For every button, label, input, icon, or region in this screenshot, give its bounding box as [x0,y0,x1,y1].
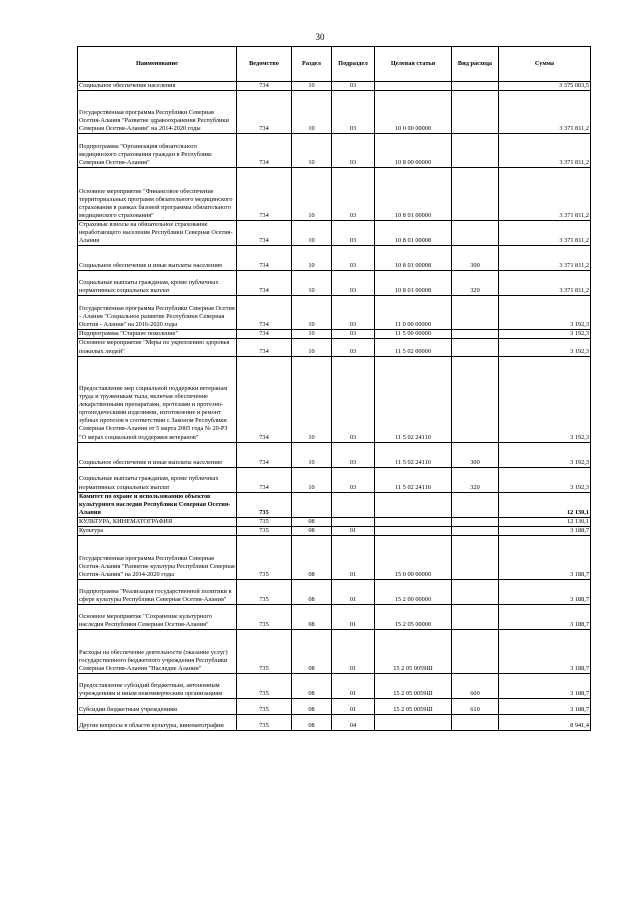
cell-section: 08 [292,517,332,526]
cell-subsection: 03 [332,467,375,492]
table-row [78,356,591,442]
cell-name: Государственная программа Республики Северная Осетия-Алания "Развитие здравоохранения Республики Северная Осетия-Алания" на 2014-2020 годы [78,91,237,134]
cell-name: Подпрограмма "Реализация государственной политики в сфере культуры Республики Северная Осетия-Алания" [78,580,237,605]
cell-amount: 3 371 811,2 [499,91,591,134]
cell-expense-type: 320 [452,467,499,492]
table-row [78,82,591,91]
cell-subsection: 03 [332,356,375,442]
cell-section: 08 [292,536,332,580]
cell-name: Государственная программа Республики Северная Осетия - Алания "Социальное развитие Республики Северная Осетия - Алания" на 2016-2020 годы [78,296,237,330]
table-row [78,536,591,580]
cell-name: Основное мероприятие "Финансовое обеспечение территориальных программ обязательного медицинского страхования в рамках базовой программы обязательного медицинского страхования" [78,168,237,221]
table-row [78,605,591,630]
cell-department: 734 [237,82,292,91]
cell-department: 734 [237,296,292,330]
cell-department: 735 [237,517,292,526]
cell-subsection: 03 [332,330,375,339]
header-target-article: Целевая статья [375,47,452,82]
cell-name: Основное мероприятие "Сохранение культурного наследия Республики Северная Осетия-Алания" [78,605,237,630]
cell-amount: 3 192,3 [499,339,591,356]
cell-amount: 3 188,7 [499,674,591,699]
table-row [78,246,591,271]
cell-subsection: 03 [332,442,375,467]
cell-target-article: 10 8 00 00000 [375,134,452,168]
header-department: Ведомство [237,47,292,82]
cell-department: 734 [237,330,292,339]
cell-expense-type [452,82,499,91]
cell-expense-type [452,492,499,517]
cell-name: Социальные выплаты гражданам, кроме публичных нормативных социальных выплат [78,271,237,296]
cell-subsection: 03 [332,134,375,168]
table-row [78,715,591,731]
cell-subsection: 03 [332,339,375,356]
cell-department: 735 [237,715,292,731]
cell-section: 08 [292,605,332,630]
cell-subsection: 01 [332,580,375,605]
table-row [78,580,591,605]
cell-department: 734 [237,467,292,492]
cell-target-article: 15 2 05 00000 [375,605,452,630]
cell-expense-type [452,168,499,221]
cell-amount: 12 130,1 [499,492,591,517]
cell-expense-type [452,605,499,630]
cell-expense-type [452,536,499,580]
cell-department: 734 [237,91,292,134]
cell-amount: 12 130,1 [499,517,591,526]
cell-target-article: 11 5 02 24110 [375,442,452,467]
cell-amount: 3 375 003,5 [499,82,591,91]
table-row [78,699,591,715]
cell-subsection: 01 [332,536,375,580]
cell-name: Социальное обеспечение и иные выплаты населению [78,246,237,271]
cell-target-article: 10 8 01 00000 [375,168,452,221]
cell-target-article: 10 8 01 00008 [375,246,452,271]
cell-department: 735 [237,699,292,715]
cell-subsection: 03 [332,91,375,134]
cell-target-article: 15 2 05 0059Ш [375,630,452,674]
cell-subsection: 03 [332,82,375,91]
cell-expense-type [452,296,499,330]
table-row [78,296,591,330]
cell-subsection: 01 [332,699,375,715]
cell-section: 10 [292,442,332,467]
cell-section: 08 [292,699,332,715]
cell-amount: 3 188,7 [499,605,591,630]
cell-department: 734 [237,168,292,221]
cell-amount: 3 192,3 [499,467,591,492]
cell-subsection: 03 [332,246,375,271]
header-amount: Сумма [499,47,591,82]
cell-expense-type [452,330,499,339]
cell-department: 735 [237,527,292,536]
table-row [78,630,591,674]
cell-subsection: 03 [332,296,375,330]
cell-expense-type [452,517,499,526]
cell-expense-type: 610 [452,699,499,715]
cell-amount: 3 371 811,2 [499,134,591,168]
cell-expense-type [452,527,499,536]
table-row [78,168,591,221]
cell-department: 734 [237,221,292,246]
cell-amount: 3 188,7 [499,536,591,580]
cell-subsection: 03 [332,221,375,246]
cell-name: Социальное обеспечение населения [78,82,237,91]
header-subsection: Подраздел [332,47,375,82]
cell-name: Основное мероприятие "Меры по укреплению здоровья пожилых людей" [78,339,237,356]
table-row [78,527,591,536]
cell-subsection [332,517,375,526]
cell-target-article [375,82,452,91]
cell-department: 735 [237,536,292,580]
cell-expense-type [452,134,499,168]
cell-target-article: 10 8 01 00008 [375,221,452,246]
cell-target-article [375,517,452,526]
cell-subsection: 01 [332,674,375,699]
table-row [78,91,591,134]
cell-target-article: 15 2 00 00000 [375,580,452,605]
cell-section: 10 [292,467,332,492]
cell-target-article: 11 0 00 00000 [375,296,452,330]
cell-expense-type [452,91,499,134]
table-row [78,517,591,526]
table-row [78,492,591,517]
cell-subsection: 01 [332,527,375,536]
cell-section: 10 [292,221,332,246]
cell-target-article [375,715,452,731]
cell-section: 10 [292,91,332,134]
cell-target-article: 11 5 02 24110 [375,467,452,492]
table-row [78,467,591,492]
cell-expense-type [452,221,499,246]
cell-department: 734 [237,356,292,442]
table-row [78,330,591,339]
table-row [78,134,591,168]
cell-amount: 3 192,3 [499,296,591,330]
cell-expense-type: 300 [452,246,499,271]
cell-subsection: 01 [332,605,375,630]
cell-name: Подпрограмма "Организация обязательного медицинского страхования граждан в Республике Северная Осетия-Алания" [78,134,237,168]
cell-expense-type [452,580,499,605]
cell-name: Культура [78,527,237,536]
cell-amount: 3 188,7 [499,527,591,536]
cell-department: 735 [237,580,292,605]
cell-expense-type [452,339,499,356]
table-header-row [78,47,591,82]
cell-department: 735 [237,630,292,674]
cell-amount: 8 941,4 [499,715,591,731]
cell-name: Другие вопросы в области культуры, кинематографии [78,715,237,731]
cell-subsection [332,492,375,517]
cell-target-article: 15 2 05 0059Ш [375,674,452,699]
cell-section: 08 [292,630,332,674]
cell-target-article: 15 2 05 0059Ш [375,699,452,715]
cell-target-article: 11 5 00 00000 [375,330,452,339]
cell-section: 10 [292,82,332,91]
cell-section: 08 [292,527,332,536]
cell-department: 735 [237,605,292,630]
cell-name: Расходы на обеспечение деятельности (оказание услуг) государственного бюджетного учреждения Республики Северная Осетия-Алания "Наследие Алании" [78,630,237,674]
cell-section: 10 [292,134,332,168]
cell-subsection: 03 [332,168,375,221]
header-name: Наименование [78,47,237,82]
page-number: 30 [315,32,325,42]
cell-section: 10 [292,168,332,221]
cell-amount: 3 192,3 [499,330,591,339]
cell-department: 734 [237,271,292,296]
cell-subsection: 01 [332,630,375,674]
cell-target-article: 10 0 00 00000 [375,91,452,134]
cell-amount: 3 188,7 [499,630,591,674]
cell-subsection: 04 [332,715,375,731]
cell-department: 735 [237,674,292,699]
cell-name: Предоставление субсидий бюджетным, автономным учреждениям и иным некоммерческим организациям [78,674,237,699]
cell-subsection: 03 [332,271,375,296]
header-section: Раздел [292,47,332,82]
cell-amount: 3 188,7 [499,580,591,605]
cell-name: Социальное обеспечение и иные выплаты населению [78,442,237,467]
cell-department: 735 [237,492,292,517]
cell-department: 734 [237,339,292,356]
cell-section: 08 [292,715,332,731]
cell-expense-type [452,630,499,674]
cell-section: 10 [292,296,332,330]
cell-expense-type [452,356,499,442]
table-row [78,271,591,296]
cell-name: Субсидии бюджетным учреждениям [78,699,237,715]
cell-target-article: 11 5 02 00000 [375,339,452,356]
cell-target-article: 15 0 00 00000 [375,536,452,580]
cell-amount: 3 188,7 [499,699,591,715]
cell-target-article: 11 5 02 24110 [375,356,452,442]
cell-department: 734 [237,246,292,271]
table-row [78,442,591,467]
cell-name: КУЛЬТУРА, КИНЕМАТОГРАФИЯ [78,517,237,526]
cell-department: 734 [237,442,292,467]
cell-expense-type: 600 [452,674,499,699]
cell-target-article [375,527,452,536]
cell-target-article [375,492,452,517]
cell-amount: 3 371 811,2 [499,271,591,296]
cell-department: 734 [237,134,292,168]
cell-name: Подпрограмма "Старшее поколение" [78,330,237,339]
cell-expense-type: 320 [452,271,499,296]
cell-section: 10 [292,339,332,356]
cell-amount: 3 371 811,2 [499,168,591,221]
budget-table [77,46,591,731]
table-row [78,674,591,699]
cell-name: Страховые взносы на обязательное страхование неработающего населения Республики Северная Осетия-Алания [78,221,237,246]
cell-name: Социальные выплаты гражданам, кроме публичных нормативных социальных выплат [78,467,237,492]
cell-section: 08 [292,674,332,699]
cell-section: 10 [292,356,332,442]
cell-section [292,492,332,517]
cell-name: Комитет по охране и использованию объектов культурного наследия Республики Северная Осетия-Алания [78,492,237,517]
cell-name: Государственная программа Республики Северная Осетия-Алания "Развитие культуры Республики Северная Осетия-Алания" на 2014-2020 годы [78,536,237,580]
cell-amount: 3 371 811,2 [499,246,591,271]
cell-amount: 3 192,3 [499,442,591,467]
cell-expense-type [452,715,499,731]
cell-section: 10 [292,246,332,271]
cell-amount: 3 371 811,2 [499,221,591,246]
cell-expense-type: 300 [452,442,499,467]
header-expense-type: Вид расхода [452,47,499,82]
table-row [78,339,591,356]
table-row [78,221,591,246]
cell-amount: 3 192,3 [499,356,591,442]
cell-section: 10 [292,271,332,296]
cell-name: Предоставление мер социальной поддержки ветеранам труда и труженикам тыла, включая обеспечение лекарственными препаратами, протезами и протезно-ортопедическими изделиями, изготовление и ремонт зубных протезов в соответствии с Законом Республики Северная Осетия-Алания от 5 марта 2005 года № 20-РЗ "О мерах социальной поддержки ветеранов" [78,356,237,442]
cell-section: 10 [292,330,332,339]
cell-target-article: 10 8 01 00008 [375,271,452,296]
cell-section: 08 [292,580,332,605]
